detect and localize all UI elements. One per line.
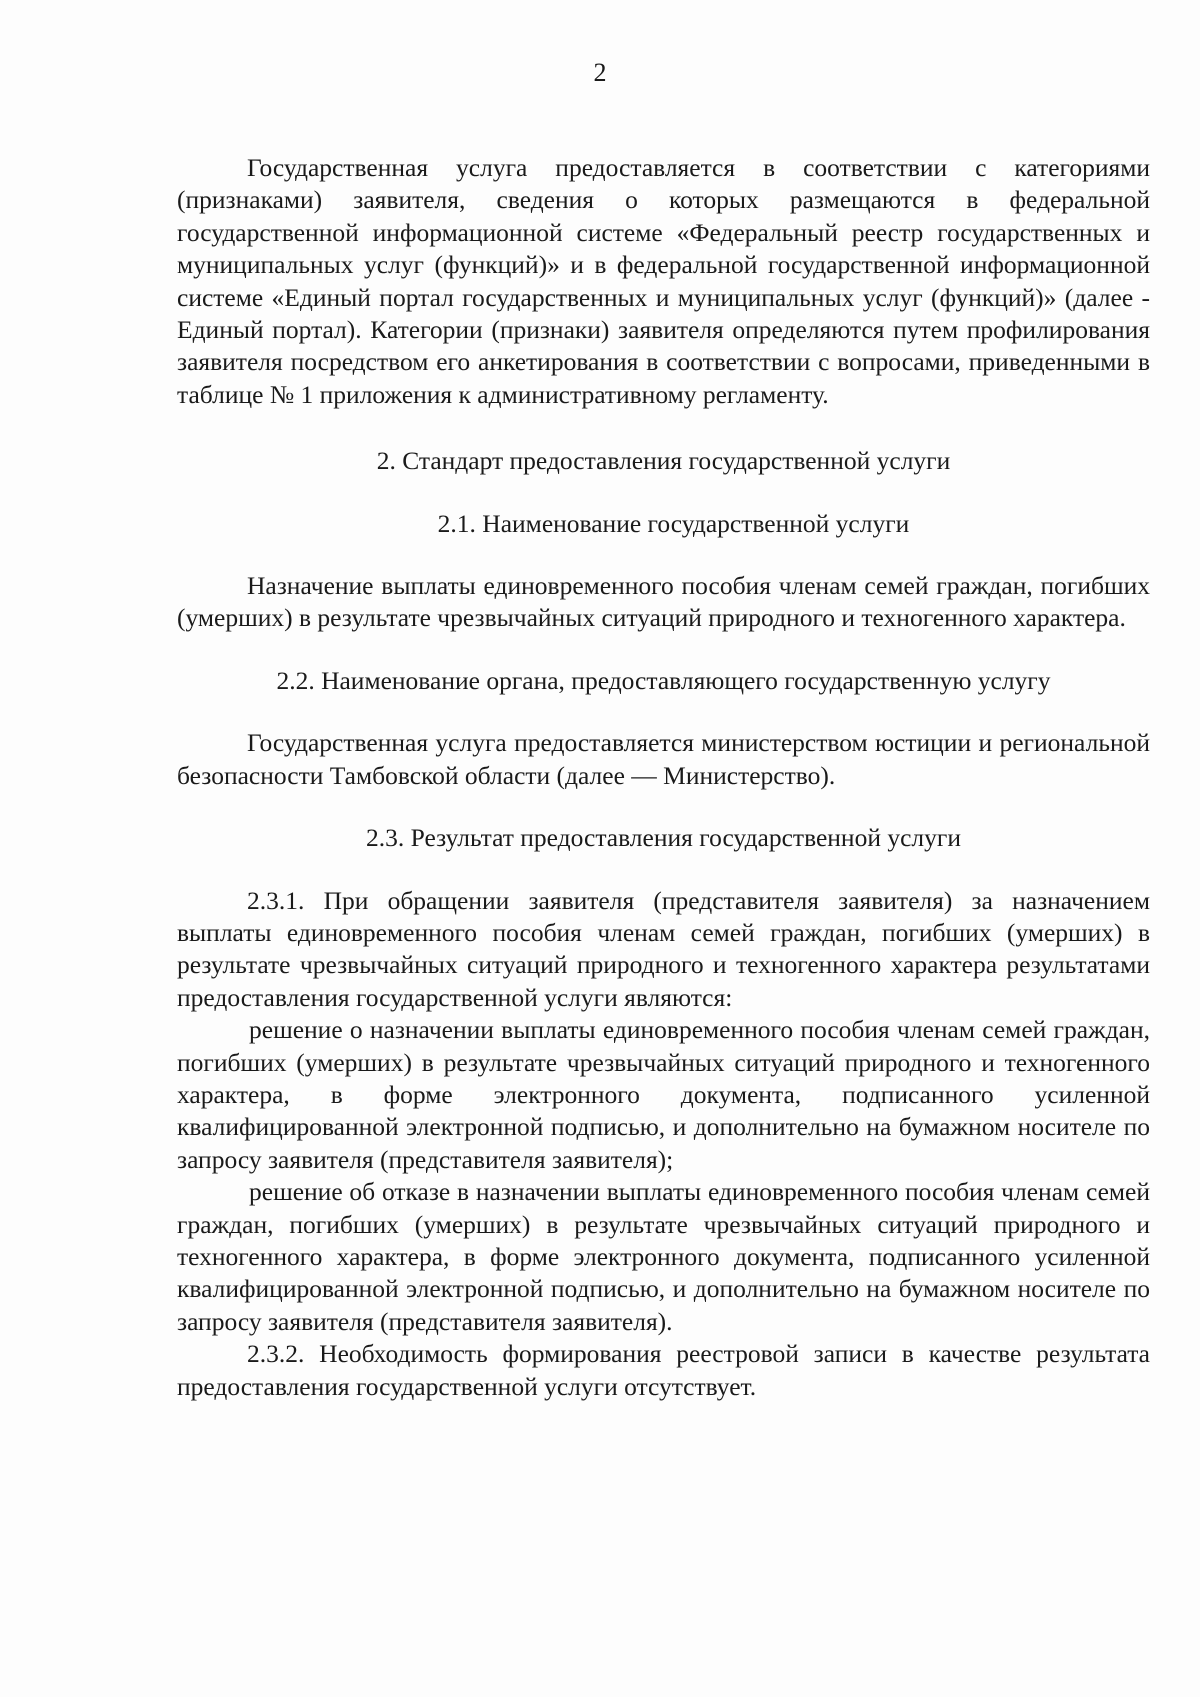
spacer bbox=[177, 411, 1150, 445]
spacer bbox=[177, 478, 1150, 508]
result-decision-grant-paragraph: решение о назначении выплаты единовременного пособия членам семей граждан, погибших (умерших) в результате чрезвычайных ситуаций природного и техногенного характера, в форме электронного документа, подписанного усиленной квалифицированной электронной подписью, и дополнительно на бумажном носителе по запросу заявителя (представителя заявителя); bbox=[177, 1015, 1150, 1174]
result-2-3-2-paragraph: 2.3.2. Необходимость формирования реестровой записи в качестве результата предоставления государственной услуги отсутствует. bbox=[177, 1339, 1150, 1401]
service-organ-paragraph: Государственная услуга предоставляется министерством юстиции и региональной безопасности Тамбовской области (далее — Министерство). bbox=[177, 728, 1150, 790]
page-number: 2 bbox=[593, 58, 607, 87]
spacer bbox=[177, 540, 1150, 570]
section-2-1-heading: 2.1. Наименование государственной услуги bbox=[437, 508, 910, 538]
intro-paragraph: Государственная услуга предоставляется в соответствии с категориями (признаками) заявителя, сведения о которых размещаются в федеральной государственной информационной системе «Федеральный реестр государственных и муниципальных услуг (функций)» и в федеральной государственной информационной системе «Единый портал государственных и муниципальных услуг (функций)» (далее - Единый портал). Категории (признаки) заявителя определяются путем профилирования заявителя посредством его анкетирования в соответствии с вопросами, приведенными в таблице № 1 приложения к административному регламенту. bbox=[177, 153, 1150, 409]
document-body bbox=[177, 152, 1150, 1403]
section-2-2-heading: 2.2. Наименование органа, предоставляющего государственную услугу bbox=[276, 665, 1051, 695]
spacer bbox=[177, 697, 1150, 727]
spacer bbox=[177, 792, 1150, 822]
section-2-3-heading: 2.3. Результат предоставления государственной услуги bbox=[365, 823, 962, 853]
result-decision-refusal-paragraph: решение об отказе в назначении выплаты единовременного пособия членам семей граждан, погибших (умерших) в результате чрезвычайных ситуаций природного и техногенного характера, в форме электронного документа, подписанного усиленной квалифицированной электронной подписью, и дополнительно на бумажном носителе по запросу заявителя (представителя заявителя). bbox=[177, 1177, 1150, 1336]
service-name-paragraph: Назначение выплаты единовременного пособия членам семей граждан, погибших (умерших) в результате чрезвычайных ситуаций природного и техногенного характера. bbox=[177, 571, 1150, 633]
result-2-3-1-paragraph: 2.3.1. При обращении заявителя (представителя заявителя) за назначением выплаты единовременного пособия членам семей граждан, погибших (умерших) в результате чрезвычайных ситуаций природного и техногенного характера результатами предоставления государственной услуги являются: bbox=[177, 885, 1150, 1012]
spacer bbox=[177, 855, 1150, 885]
section-2-heading: 2. Стандарт предоставления государственной услуги bbox=[376, 446, 951, 476]
spacer bbox=[177, 635, 1150, 665]
